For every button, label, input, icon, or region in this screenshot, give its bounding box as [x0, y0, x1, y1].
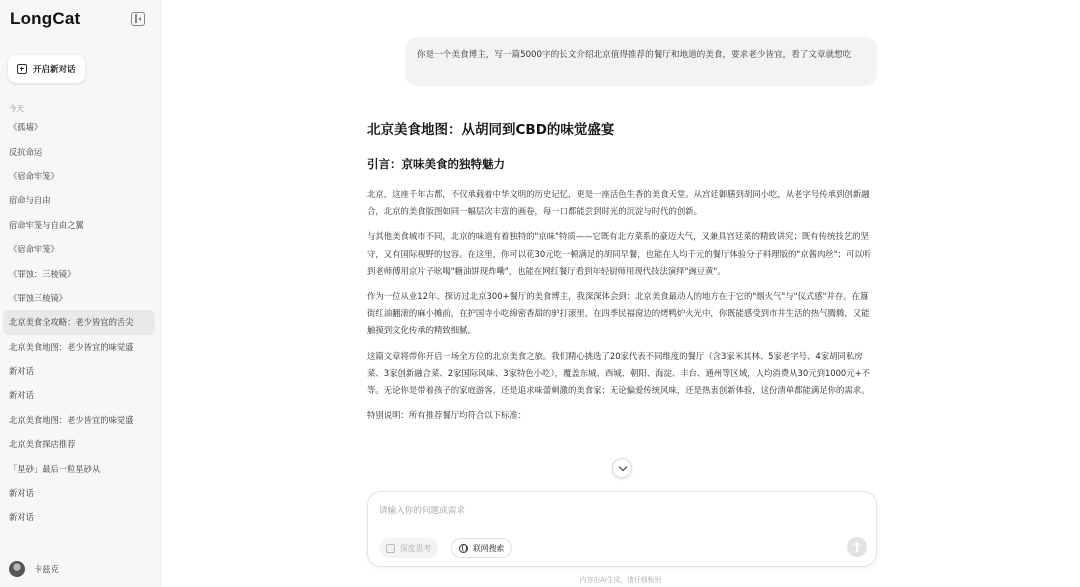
- ai-disclaimer: 内容由AI生成，请仔细甄别: [579, 576, 662, 584]
- chat-history-list: [3, 115, 155, 530]
- history-item[interactable]: 新对话: [9, 488, 34, 499]
- history-item[interactable]: 新对话: [9, 512, 34, 523]
- web-search-label: 联网搜索: [473, 543, 505, 553]
- user-message: 你是一个美食博主，写一篇5000字的长文介绍北京值得推荐的餐厅和地道的美食，要求老少皆宜，看了文章就想吃: [405, 37, 877, 86]
- avatar: [9, 561, 25, 577]
- new-chat-button[interactable]: [8, 55, 85, 83]
- send-button[interactable]: [847, 537, 867, 557]
- sidebar: [0, 0, 161, 587]
- article-paragraph: 与其他美食城市不同，北京的味道有着独特的"京味"特质——它既有北方菜系的豪迈大气，又兼具宫廷菜的精致讲究；既有传统技艺的坚守，又有国际视野的包容。在这里，你可以花30元吃一顿满足的胡同早餐，也能在人均千元的餐厅体验分子料理版的"京酱肉丝"；可以听到老师傅用京片子吆喝"糖油饼现炸嘞"，也能在网红餐厅看到年轻厨师用现代技法演绎"豌豆黄"。: [367, 231, 872, 276]
- history-item[interactable]: 宿命与自由: [9, 195, 51, 206]
- user-profile[interactable]: [9, 561, 59, 577]
- history-item[interactable]: 北京美食全攻略：老少皆宜的舌尖: [3, 310, 155, 334]
- new-chat-label: 开启新对话: [33, 65, 76, 75]
- article-paragraph: 这篇文章将带你开启一场全方位的北京美食之旅。我们精心挑选了20家代表不同维度的餐厅（含3家米其林、5家老字号、4家胡同私房菜、3家创新融合菜、2家国际风味、3家特色小吃），覆盖东城、西城、朝阳、海淀、丰台、通州等区域，人均消费从30元到1000元+不等。无论你是带着孩子的家庭游客，还是追求味蕾刺激的美食家；无论偏爱传统风味，还是热衷创新体验，这份清单都能满足你的需求。: [367, 350, 871, 396]
- deep-think-label: 深度思考: [400, 543, 432, 553]
- new-chat-icon: [17, 64, 27, 74]
- history-item[interactable]: 新对话: [9, 366, 34, 377]
- history-item[interactable]: 《罪蚀：三棱镜》: [9, 268, 76, 279]
- message-input[interactable]: 请输入你的问题或需求: [379, 506, 465, 516]
- history-item[interactable]: 北京美食探店推荐: [9, 439, 76, 450]
- history-item[interactable]: 反抗命运: [9, 146, 43, 157]
- history-item[interactable]: 《宿命牢笼》: [9, 244, 59, 255]
- article-subtitle: 引言：京味美食的独特魅力: [367, 157, 505, 171]
- article-paragraph: 作为一位从业12年、探访过北京300+餐厅的美食博主，我深深体会到：北京美食最动人的地方在于它的"烟火气"与"仪式感"并存。在簋街红油翻滚的麻小摊前，在护国寺小吃绵密香甜的驴打滚里，在四季民福窗边的烤鸭炉火光中，你既能感受到市井生活的热气腾腾，又能触摸到文化传承的精致细腻。: [367, 291, 870, 336]
- chat-main: [161, 0, 1080, 587]
- web-search-toggle[interactable]: [451, 538, 512, 558]
- user-name: 卡兹克: [34, 564, 59, 574]
- history-item[interactable]: 新对话: [9, 390, 34, 401]
- history-item[interactable]: 北京美食地图：老少皆宜的味觉盛: [9, 341, 134, 352]
- article-paragraph: 特别说明：所有推荐餐厅均符合以下标准：: [367, 410, 527, 421]
- assistant-response: [367, 118, 873, 488]
- article-title: 北京美食地图：从胡同到CBD的味觉盛宴: [367, 122, 615, 138]
- scroll-to-bottom-button[interactable]: [612, 458, 632, 478]
- history-item[interactable]: 《宿命牢笼》: [9, 170, 59, 181]
- history-item[interactable]: 宿命牢笼与自由之翼: [9, 219, 84, 230]
- history-item[interactable]: 「星砂」最后一粒星砂从: [9, 463, 101, 474]
- brand-logo: LongCat: [10, 9, 81, 28]
- history-item[interactable]: 《孤墙》: [9, 122, 43, 133]
- history-item[interactable]: 北京美食地图：老少皆宜的味觉盛: [9, 414, 134, 425]
- history-item[interactable]: 《罪蚀三棱镜》: [9, 292, 68, 303]
- article-paragraph: 北京，这座千年古都，不仅承载着中华文明的历史记忆，更是一座活色生香的美食天堂。从宫廷御膳到胡同小吃，从老字号传承到创新融合，北京的美食版图如同一幅层次丰富的画卷，每一口都能尝到时光的沉淀与时代的创新。: [367, 189, 870, 217]
- deep-think-toggle[interactable]: [379, 538, 438, 558]
- message-composer[interactable]: [367, 491, 877, 567]
- deep-think-icon: [386, 544, 395, 553]
- globe-icon: [459, 544, 468, 553]
- history-section-today: 今天: [9, 104, 24, 113]
- collapse-sidebar-icon[interactable]: [131, 12, 145, 26]
